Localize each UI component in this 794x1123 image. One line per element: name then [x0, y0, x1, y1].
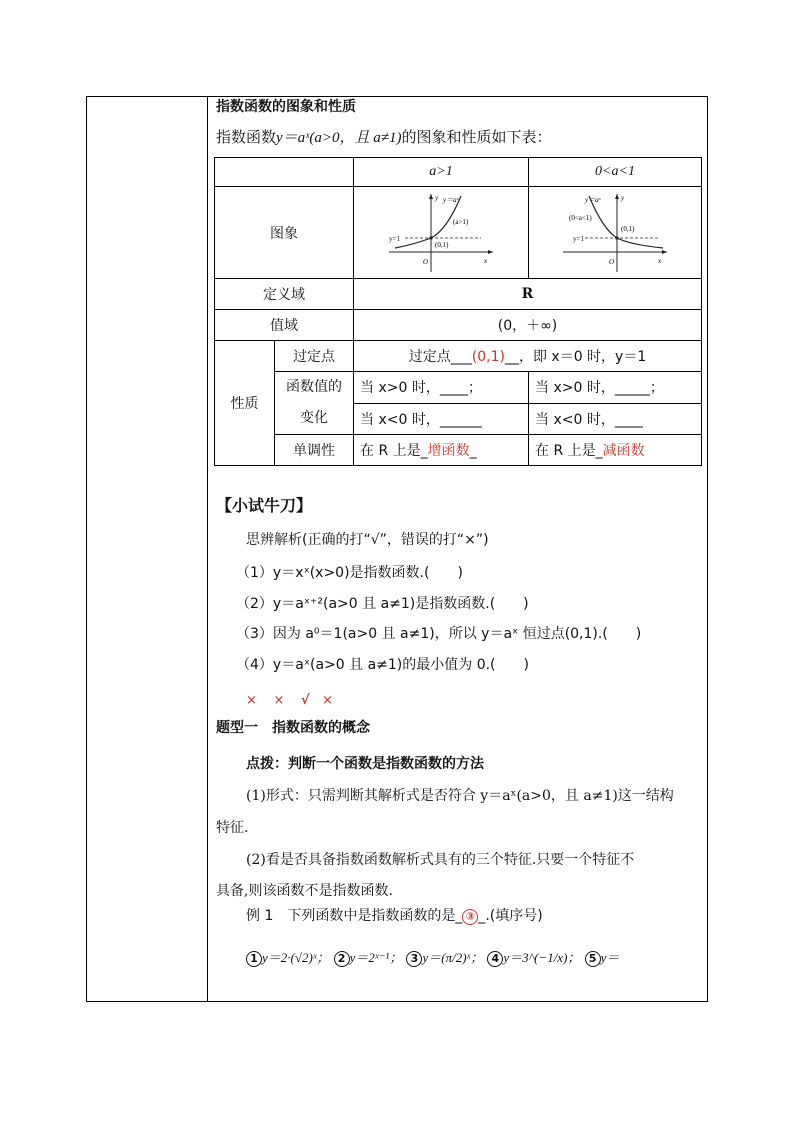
option-5-text: y＝	[600, 950, 620, 965]
tip1-line1: (1)形式：只需判断其解析式是否符合 y＝aˣ(a>0，且 a≠1)这一结构	[246, 788, 674, 804]
option-1-number: 1	[246, 951, 262, 967]
fixed-point-value	[354, 341, 702, 372]
graph-decreasing	[529, 187, 702, 279]
practice-item-2: （2）y＝aˣ⁺²(a>0 且 a≠1)是指数函数.( )	[236, 596, 529, 612]
domain-value: R	[354, 279, 702, 310]
col1-monotonic	[354, 435, 529, 466]
section-intro	[216, 128, 552, 147]
col1-x-positive: 当 x>0 时，____；	[354, 372, 529, 404]
value-change-label	[275, 372, 354, 435]
graph2-condition: (0<a<1)	[569, 213, 592, 222]
column-divider	[207, 96, 208, 1002]
col2-mono-answer: 减函数	[602, 443, 645, 459]
option-3-text: y＝(π/2)ˣ；	[422, 950, 484, 965]
graph1-point-label: (0,1)	[435, 240, 449, 249]
graph1-curve-label: y＝aˣ	[443, 195, 459, 204]
row-range-label: 值域	[215, 310, 354, 341]
col2-x-negative: 当 x<0 时，____	[529, 403, 702, 435]
answer-3: √	[300, 693, 310, 708]
props-label: 性质	[215, 341, 275, 466]
exponential-properties-table	[214, 157, 702, 466]
section-title: 指数函数的图象和性质	[216, 99, 356, 115]
practice-item-1: （1）y＝xˣ(x>0)是指数函数.( )	[236, 565, 463, 581]
graph2-xaxis: x	[658, 256, 662, 265]
graph2-point-label: (0,1)	[621, 224, 635, 233]
intro-formula: y＝aˣ(a>0，且 a≠1)	[276, 130, 402, 146]
value-change-label-line2: 变化	[300, 410, 328, 426]
row-graph-label: 图象	[215, 187, 354, 279]
graph2-origin: O	[609, 257, 615, 266]
monotonic-label: 单调性	[275, 435, 354, 466]
header-a-lt-1: 0<a<1	[529, 158, 702, 187]
graph2-y1-label: y=1	[573, 234, 584, 243]
example-options	[246, 950, 619, 967]
example-prefix: 例 1 下列函数中是指数函数的是_	[246, 908, 463, 924]
option-4-number: 4	[487, 951, 503, 967]
graph1-origin: O	[423, 257, 429, 266]
col1-mono-suffix: _	[469, 443, 477, 459]
answer-2: ×	[273, 693, 285, 708]
graph1-xaxis: x	[484, 256, 488, 265]
practice-answers	[246, 693, 333, 709]
option-2-text: y＝2ˣ⁻¹；	[349, 950, 403, 965]
row-domain-label: 定义域	[215, 279, 354, 310]
option-4-text: y＝3^(−1/x)；	[503, 950, 581, 965]
example-answer: ③	[462, 909, 478, 925]
graph2-yaxis: y	[621, 193, 625, 202]
decreasing-exponential-graph	[555, 190, 675, 276]
practice-instruction: 思辨解析(正确的打“√”，错误的打“×”)	[246, 532, 489, 548]
practice-item-3: （3）因为 a⁰＝1(a>0 且 a≠1)，所以 y＝aˣ 恒过点(0,1).( )	[236, 626, 642, 642]
intro-prefix: 指数函数	[216, 128, 277, 146]
option-1-text: y＝2·(√2)ˣ；	[262, 950, 330, 965]
answer-4: ×	[321, 693, 333, 708]
table-corner	[215, 158, 354, 187]
intro-suffix: 的图象和性质如下表：	[401, 128, 552, 146]
option-3-number: 3	[406, 951, 422, 967]
practice-title: 【小试牛刀】	[216, 496, 313, 515]
tip2-line2: 具备,则该函数不是指数函数.	[216, 883, 393, 899]
fixed-point-label: 过定点	[275, 341, 354, 372]
col2-mono-prefix: 在 R 上是_	[535, 443, 603, 459]
answer-1: ×	[246, 693, 257, 708]
header-a-gt-1: a>1	[354, 158, 529, 187]
col1-mono-prefix: 在 R 上是_	[360, 443, 428, 459]
tip-title: 点拨：判断一个函数是指数函数的方法	[246, 756, 484, 772]
graph-increasing	[354, 187, 529, 279]
col2-x-positive: 当 x>0 时，_____；	[529, 372, 702, 404]
fixed-point-prefix: 过定点___	[408, 349, 472, 365]
fixed-point-suffix: __，即 x＝0 时，y＝1	[504, 349, 647, 365]
example-1	[246, 908, 543, 925]
range-value: (0，＋∞)	[354, 310, 702, 341]
example-suffix: _.(填序号)	[478, 908, 543, 924]
graph1-condition: (a>1)	[453, 217, 469, 226]
graph1-yaxis: y	[435, 193, 439, 202]
increasing-exponential-graph	[381, 190, 501, 276]
graph2-curve-label: y＝aˣ	[585, 195, 601, 204]
fixed-point-answer: (0,1)	[471, 349, 505, 365]
col2-monotonic	[529, 435, 702, 466]
col1-mono-answer: 增函数	[427, 443, 470, 459]
graph1-y1-label: y=1	[389, 234, 400, 243]
type1-title: 题型一 指数函数的概念	[216, 720, 370, 736]
tip2-line1: (2)看是否具备指数函数解析式具有的三个特征.只要一个特征不	[246, 852, 635, 868]
value-change-label-line1: 函数值的	[286, 379, 342, 395]
option-2-number: 2	[334, 951, 350, 967]
option-5-number: 5	[585, 951, 601, 967]
col1-x-negative: 当 x<0 时，______	[354, 403, 529, 435]
practice-item-4: （4）y＝aˣ(a>0 且 a≠1)的最小值为 0.( )	[236, 657, 529, 673]
tip1-line2: 特征.	[216, 820, 249, 836]
